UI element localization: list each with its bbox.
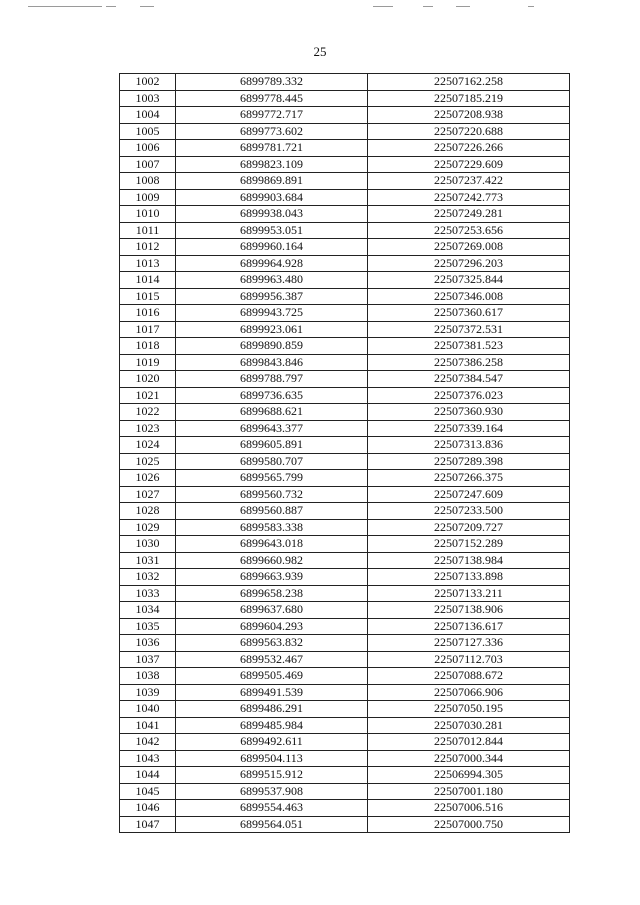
y-coordinate-cell: 22507226.266 — [368, 140, 570, 157]
table-row — [120, 74, 570, 91]
point-number-cell: 1029 — [120, 519, 176, 536]
point-number-cell: 1019 — [120, 354, 176, 371]
y-coordinate-cell: 22507376.023 — [368, 387, 570, 404]
table-row — [120, 189, 570, 206]
x-coordinate-cell: 6899778.445 — [176, 90, 368, 107]
x-coordinate-cell: 6899583.338 — [176, 519, 368, 536]
x-coordinate-cell: 6899643.018 — [176, 536, 368, 553]
y-coordinate-cell: 22507266.375 — [368, 470, 570, 487]
point-number-cell: 1014 — [120, 272, 176, 289]
table-row — [120, 569, 570, 586]
y-coordinate-cell: 22507133.211 — [368, 585, 570, 602]
point-number-cell: 1041 — [120, 717, 176, 734]
table-row — [120, 651, 570, 668]
y-coordinate-cell: 22507313.836 — [368, 437, 570, 454]
x-coordinate-cell: 6899605.891 — [176, 437, 368, 454]
y-coordinate-cell: 22507247.609 — [368, 486, 570, 503]
point-number-cell: 1034 — [120, 602, 176, 619]
point-number-cell: 1016 — [120, 305, 176, 322]
y-coordinate-cell: 22507000.750 — [368, 816, 570, 833]
point-number-cell: 1025 — [120, 453, 176, 470]
scan-mark — [528, 6, 534, 7]
y-coordinate-cell: 22507112.703 — [368, 651, 570, 668]
table-row — [120, 140, 570, 157]
table-row — [120, 684, 570, 701]
table-row — [120, 354, 570, 371]
point-number-cell: 1033 — [120, 585, 176, 602]
y-coordinate-cell: 22507133.898 — [368, 569, 570, 586]
table-row — [120, 519, 570, 536]
table-row — [120, 305, 570, 322]
x-coordinate-cell: 6899923.061 — [176, 321, 368, 338]
y-coordinate-cell: 22506994.305 — [368, 767, 570, 784]
table-row — [120, 371, 570, 388]
x-coordinate-cell: 6899492.611 — [176, 734, 368, 751]
y-coordinate-cell: 22507138.906 — [368, 602, 570, 619]
table-row — [120, 618, 570, 635]
table-row — [120, 701, 570, 718]
point-number-cell: 1020 — [120, 371, 176, 388]
x-coordinate-cell: 6899658.238 — [176, 585, 368, 602]
point-number-cell: 1006 — [120, 140, 176, 157]
table-row — [120, 486, 570, 503]
y-coordinate-cell: 22507066.906 — [368, 684, 570, 701]
point-number-cell: 1036 — [120, 635, 176, 652]
table-row — [120, 288, 570, 305]
point-number-cell: 1039 — [120, 684, 176, 701]
point-number-cell: 1002 — [120, 74, 176, 91]
y-coordinate-cell: 22507001.180 — [368, 783, 570, 800]
x-coordinate-cell: 6899643.377 — [176, 420, 368, 437]
x-coordinate-cell: 6899663.939 — [176, 569, 368, 586]
y-coordinate-cell: 22507138.984 — [368, 552, 570, 569]
point-number-cell: 1022 — [120, 404, 176, 421]
x-coordinate-cell: 6899688.621 — [176, 404, 368, 421]
scan-mark — [423, 6, 433, 7]
point-number-cell: 1047 — [120, 816, 176, 833]
y-coordinate-cell: 22507185.219 — [368, 90, 570, 107]
coordinates-table-body — [120, 74, 570, 833]
point-number-cell: 1046 — [120, 800, 176, 817]
table-row — [120, 222, 570, 239]
x-coordinate-cell: 6899736.635 — [176, 387, 368, 404]
point-number-cell: 1003 — [120, 90, 176, 107]
x-coordinate-cell: 6899504.113 — [176, 750, 368, 767]
scan-mark — [373, 6, 393, 7]
point-number-cell: 1012 — [120, 239, 176, 256]
x-coordinate-cell: 6899660.982 — [176, 552, 368, 569]
table-row — [120, 107, 570, 124]
y-coordinate-cell: 22507372.531 — [368, 321, 570, 338]
x-coordinate-cell: 6899903.684 — [176, 189, 368, 206]
point-number-cell: 1017 — [120, 321, 176, 338]
point-number-cell: 1026 — [120, 470, 176, 487]
table-row — [120, 321, 570, 338]
table-row — [120, 255, 570, 272]
page-number: 25 — [313, 44, 327, 59]
y-coordinate-cell: 22507229.609 — [368, 156, 570, 173]
point-number-cell: 1040 — [120, 701, 176, 718]
point-number-cell: 1043 — [120, 750, 176, 767]
scan-mark — [106, 6, 116, 7]
point-number-cell: 1045 — [120, 783, 176, 800]
point-number-cell: 1021 — [120, 387, 176, 404]
x-coordinate-cell: 6899505.469 — [176, 668, 368, 685]
point-number-cell: 1004 — [120, 107, 176, 124]
point-number-cell: 1027 — [120, 486, 176, 503]
y-coordinate-cell: 22507208.938 — [368, 107, 570, 124]
table-row — [120, 816, 570, 833]
x-coordinate-cell: 6899964.928 — [176, 255, 368, 272]
scan-mark — [140, 6, 154, 7]
y-coordinate-cell: 22507050.195 — [368, 701, 570, 718]
x-coordinate-cell: 6899789.332 — [176, 74, 368, 91]
y-coordinate-cell: 22507012.844 — [368, 734, 570, 751]
y-coordinate-cell: 22507249.281 — [368, 206, 570, 223]
point-number-cell: 1044 — [120, 767, 176, 784]
x-coordinate-cell: 6899943.725 — [176, 305, 368, 322]
table-row — [120, 156, 570, 173]
x-coordinate-cell: 6899823.109 — [176, 156, 368, 173]
y-coordinate-cell: 22507162.258 — [368, 74, 570, 91]
table-row — [120, 470, 570, 487]
table-row — [120, 767, 570, 784]
point-number-cell: 1031 — [120, 552, 176, 569]
table-row — [120, 783, 570, 800]
point-number-cell: 1008 — [120, 173, 176, 190]
table-row — [120, 800, 570, 817]
point-number-cell: 1028 — [120, 503, 176, 520]
x-coordinate-cell: 6899637.680 — [176, 602, 368, 619]
table-row — [120, 453, 570, 470]
y-coordinate-cell: 22507242.773 — [368, 189, 570, 206]
point-number-cell: 1023 — [120, 420, 176, 437]
table-row — [120, 90, 570, 107]
y-coordinate-cell: 22507381.523 — [368, 338, 570, 355]
point-number-cell: 1035 — [120, 618, 176, 635]
x-coordinate-cell: 6899788.797 — [176, 371, 368, 388]
point-number-cell: 1009 — [120, 189, 176, 206]
x-coordinate-cell: 6899843.846 — [176, 354, 368, 371]
point-number-cell: 1011 — [120, 222, 176, 239]
table-row — [120, 272, 570, 289]
table-row — [120, 123, 570, 140]
y-coordinate-cell: 22507152.289 — [368, 536, 570, 553]
y-coordinate-cell: 22507360.930 — [368, 404, 570, 421]
y-coordinate-cell: 22507233.500 — [368, 503, 570, 520]
x-coordinate-cell: 6899960.164 — [176, 239, 368, 256]
table-row — [120, 206, 570, 223]
x-coordinate-cell: 6899773.602 — [176, 123, 368, 140]
y-coordinate-cell: 22507209.727 — [368, 519, 570, 536]
table-row — [120, 750, 570, 767]
table-row — [120, 536, 570, 553]
coordinates-table-container — [119, 73, 569, 833]
x-coordinate-cell: 6899890.859 — [176, 338, 368, 355]
x-coordinate-cell: 6899564.051 — [176, 816, 368, 833]
x-coordinate-cell: 6899537.908 — [176, 783, 368, 800]
x-coordinate-cell: 6899604.293 — [176, 618, 368, 635]
point-number-cell: 1010 — [120, 206, 176, 223]
y-coordinate-cell: 22507253.656 — [368, 222, 570, 239]
table-row — [120, 552, 570, 569]
table-row — [120, 602, 570, 619]
y-coordinate-cell: 22507386.258 — [368, 354, 570, 371]
point-number-cell: 1037 — [120, 651, 176, 668]
x-coordinate-cell: 6899869.891 — [176, 173, 368, 190]
point-number-cell: 1007 — [120, 156, 176, 173]
table-row — [120, 734, 570, 751]
y-coordinate-cell: 22507325.844 — [368, 272, 570, 289]
point-number-cell: 1032 — [120, 569, 176, 586]
table-row — [120, 387, 570, 404]
point-number-cell: 1042 — [120, 734, 176, 751]
point-number-cell: 1005 — [120, 123, 176, 140]
x-coordinate-cell: 6899485.984 — [176, 717, 368, 734]
x-coordinate-cell: 6899953.051 — [176, 222, 368, 239]
y-coordinate-cell: 22507220.688 — [368, 123, 570, 140]
x-coordinate-cell: 6899563.832 — [176, 635, 368, 652]
x-coordinate-cell: 6899554.463 — [176, 800, 368, 817]
x-coordinate-cell: 6899938.043 — [176, 206, 368, 223]
table-row — [120, 173, 570, 190]
point-number-cell: 1030 — [120, 536, 176, 553]
x-coordinate-cell: 6899956.387 — [176, 288, 368, 305]
x-coordinate-cell: 6899560.732 — [176, 486, 368, 503]
y-coordinate-cell: 22507088.672 — [368, 668, 570, 685]
table-row — [120, 717, 570, 734]
table-row — [120, 338, 570, 355]
y-coordinate-cell: 22507136.617 — [368, 618, 570, 635]
point-number-cell: 1013 — [120, 255, 176, 272]
y-coordinate-cell: 22507346.008 — [368, 288, 570, 305]
table-row — [120, 503, 570, 520]
table-row — [120, 437, 570, 454]
coordinates-table — [119, 73, 570, 833]
table-row — [120, 635, 570, 652]
point-number-cell: 1015 — [120, 288, 176, 305]
table-row — [120, 420, 570, 437]
y-coordinate-cell: 22507296.203 — [368, 255, 570, 272]
x-coordinate-cell: 6899781.721 — [176, 140, 368, 157]
x-coordinate-cell: 6899565.799 — [176, 470, 368, 487]
y-coordinate-cell: 22507000.344 — [368, 750, 570, 767]
x-coordinate-cell: 6899486.291 — [176, 701, 368, 718]
y-coordinate-cell: 22507269.008 — [368, 239, 570, 256]
point-number-cell: 1024 — [120, 437, 176, 454]
x-coordinate-cell: 6899963.480 — [176, 272, 368, 289]
y-coordinate-cell: 22507339.164 — [368, 420, 570, 437]
point-number-cell: 1018 — [120, 338, 176, 355]
table-row — [120, 404, 570, 421]
y-coordinate-cell: 22507289.398 — [368, 453, 570, 470]
table-row — [120, 668, 570, 685]
y-coordinate-cell: 22507030.281 — [368, 717, 570, 734]
x-coordinate-cell: 6899515.912 — [176, 767, 368, 784]
scan-mark — [28, 6, 102, 7]
table-row — [120, 585, 570, 602]
x-coordinate-cell: 6899772.717 — [176, 107, 368, 124]
x-coordinate-cell: 6899532.467 — [176, 651, 368, 668]
y-coordinate-cell: 22507237.422 — [368, 173, 570, 190]
table-row — [120, 239, 570, 256]
x-coordinate-cell: 6899580.707 — [176, 453, 368, 470]
scan-header-artifacts — [28, 6, 613, 12]
x-coordinate-cell: 6899491.539 — [176, 684, 368, 701]
y-coordinate-cell: 22507360.617 — [368, 305, 570, 322]
scan-mark — [456, 6, 470, 7]
y-coordinate-cell: 22507384.547 — [368, 371, 570, 388]
y-coordinate-cell: 22507006.516 — [368, 800, 570, 817]
x-coordinate-cell: 6899560.887 — [176, 503, 368, 520]
point-number-cell: 1038 — [120, 668, 176, 685]
y-coordinate-cell: 22507127.336 — [368, 635, 570, 652]
